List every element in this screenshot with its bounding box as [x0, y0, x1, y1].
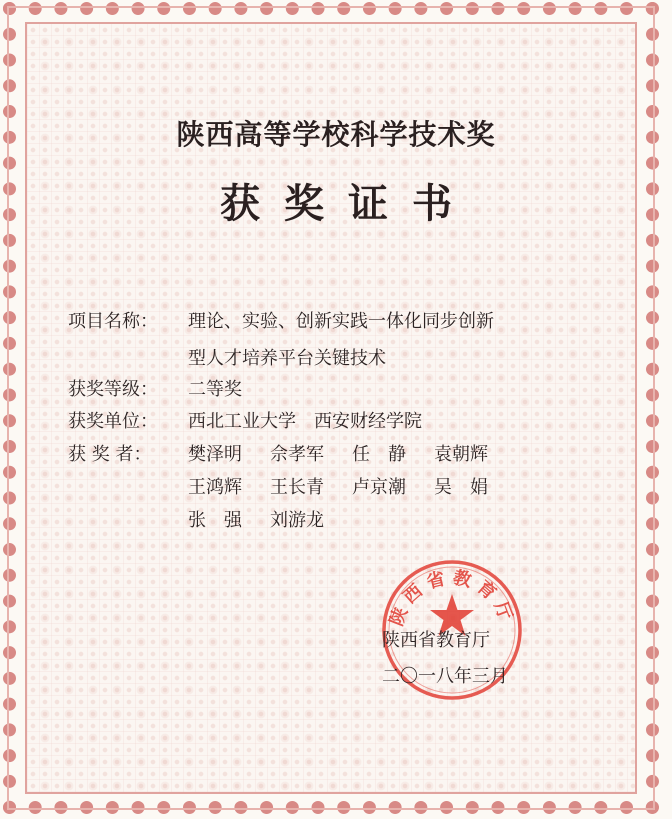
seal-text: 陕西省教育厅	[386, 567, 518, 629]
awardee-name: 王长青	[270, 477, 324, 498]
unit-label: 获奖单位：	[68, 411, 158, 432]
awardees-line-2	[188, 473, 516, 499]
awardee-name: 吴 娟	[434, 477, 488, 498]
unit-value: 西北工业大学 西安财经学院	[188, 411, 422, 432]
grade-row	[68, 375, 242, 401]
project-row	[68, 307, 494, 333]
awardees-row	[68, 440, 188, 466]
awardee-name: 刘游龙	[270, 510, 324, 531]
project-name-line1: 理论、实验、创新实践一体化同步创新	[188, 311, 494, 332]
unit-row	[68, 407, 422, 433]
awardee-name: 卢京潮	[352, 477, 406, 498]
project-name-line2: 型人才培养平台关键技术	[188, 348, 386, 369]
awardee-name: 张 强	[188, 510, 242, 531]
grade-value: 二等奖	[188, 379, 242, 400]
awardees-line-1	[188, 440, 516, 466]
awardee-name: 王鸿辉	[188, 477, 242, 498]
grade-label: 获奖等级：	[68, 379, 158, 400]
awardees-line-3	[188, 506, 352, 532]
certificate-subtitle: 获奖证书	[220, 180, 476, 227]
awardee-name: 袁朝辉	[434, 444, 488, 465]
certificate-title: 陕西高等学校科学技术奖	[176, 118, 496, 151]
awardee-name: 任 静	[352, 444, 406, 465]
awardee-name: 佘孝军	[270, 444, 324, 465]
issuer-name: 陕西省教育厅	[382, 630, 490, 651]
awardee-name: 樊泽明	[188, 444, 242, 465]
project-label: 项目名称：	[68, 311, 158, 332]
issue-date: 二〇一八年三月	[382, 666, 508, 687]
awardees-label: 获 奖 者：	[68, 444, 152, 465]
